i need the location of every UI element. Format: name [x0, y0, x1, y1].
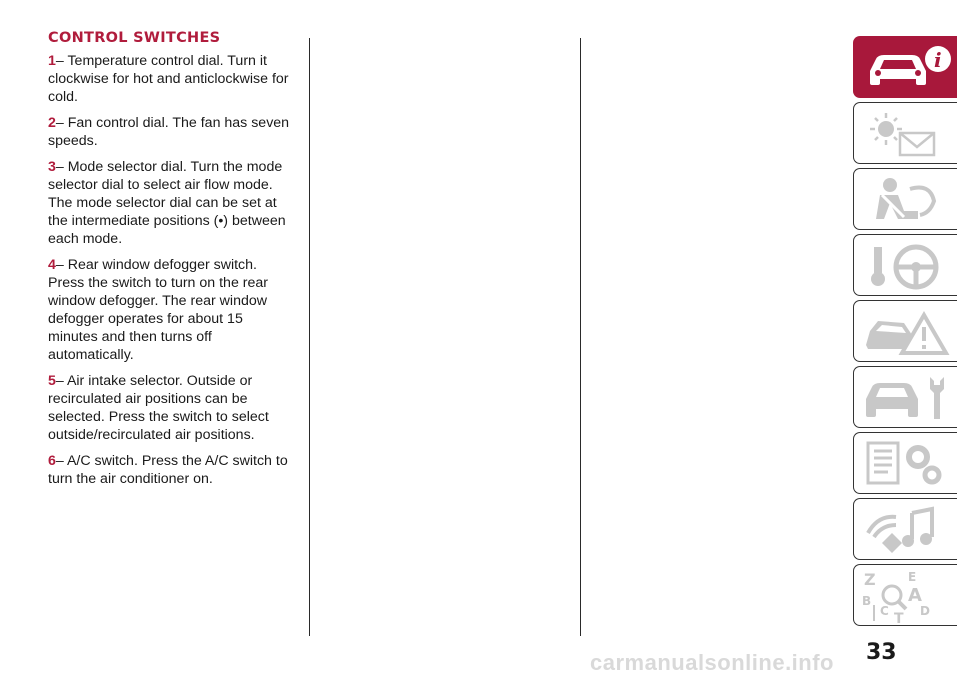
watermark: carmanualsonline.info — [590, 650, 834, 675]
item-number: 6 — [48, 453, 56, 469]
index-letter: A — [908, 585, 922, 606]
tab-technical-data[interactable] — [853, 432, 957, 494]
tab-car-info[interactable] — [853, 36, 957, 98]
index-icon — [860, 569, 952, 623]
item-text: – A/C switch. Press the A/C switch to turn the air conditioner on. — [48, 453, 288, 487]
emergency-icon — [860, 305, 952, 359]
text-column — [48, 30, 296, 496]
maintenance-icon — [860, 371, 952, 425]
multimedia-icon — [860, 503, 952, 557]
starting-driving-icon — [860, 239, 952, 293]
index-letter: D — [920, 604, 930, 618]
warning-lights-icon — [860, 107, 952, 161]
tab-index[interactable] — [853, 564, 957, 626]
list-item — [48, 114, 296, 150]
index-letter: Z — [864, 570, 876, 589]
tab-safety[interactable] — [853, 168, 957, 230]
tab-driving[interactable] — [853, 234, 957, 296]
item-number: 4 — [48, 257, 56, 273]
item-text: – Fan control dial. The fan has seven speeds. — [48, 115, 290, 149]
index-letter: C — [880, 604, 889, 618]
tab-emergency[interactable] — [853, 300, 957, 362]
svg-text:i: i — [934, 48, 942, 72]
item-text: – Rear window defogger switch. Press the switch to turn on the rear window defogger. The rear window defogger operates for about 15 minutes and then turns off automatically. — [48, 257, 269, 363]
list-item — [48, 256, 296, 364]
column-divider — [580, 38, 581, 636]
column-divider — [309, 38, 310, 636]
index-letter: B — [862, 594, 872, 608]
car-info-icon — [860, 41, 952, 95]
item-text: – Temperature control dial. Turn it clockwise for hot and anticlockwise for cold. — [48, 53, 289, 105]
item-number: 1 — [48, 53, 56, 69]
tab-warning-lights[interactable] — [853, 102, 957, 164]
index-letter: E — [908, 570, 917, 584]
list-item — [48, 452, 296, 488]
tab-maintenance[interactable] — [853, 366, 957, 428]
tab-multimedia[interactable] — [853, 498, 957, 560]
item-text: – Air intake selector. Outside or recirculated air positions can be selected. Press the switch to select outside/recirculated air positions. — [48, 373, 269, 443]
item-number: 2 — [48, 115, 56, 131]
technical-data-icon — [860, 437, 952, 491]
item-number: 3 — [48, 159, 56, 175]
section-title: CONTROL SWITCHES — [48, 30, 221, 46]
item-number: 5 — [48, 373, 56, 389]
item-text: – Mode selector dial. Turn the mode selector dial to select air flow mode. The mode selector dial can be set at the intermediate positions (•) between each mode. — [48, 159, 286, 247]
index-letter: T — [894, 611, 904, 623]
list-item — [48, 158, 296, 248]
list-item — [48, 372, 296, 444]
page-number: 33 — [866, 640, 897, 665]
seat-safety-icon — [860, 173, 952, 227]
list-item — [48, 52, 296, 106]
